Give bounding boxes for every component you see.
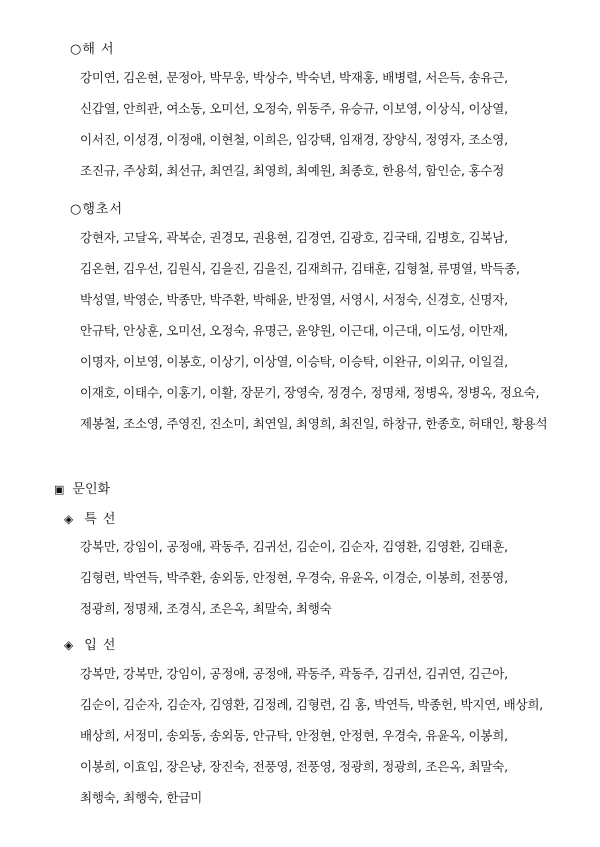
subsection-title-label: 특 선: [84, 512, 117, 527]
diamond-marker-icon: ◈: [64, 512, 75, 526]
main-title-label: 문인화: [72, 482, 111, 497]
subsection-title-label: 입 선: [84, 638, 117, 653]
diamond-marker-icon: ◈: [64, 638, 75, 652]
name-list-haeseo: 강미연, 김온현, 문정아, 박무웅, 박상수, 박숙년, 박재홍, 배병렬, 서은득, 송유근, 신갑열, 안희관, 여소동, 오미선, 오정숙, 위동주, 유승규, 이보영, 이상식, 이상열, 이서진, 이성경, 이정애, 이현철, 이희은, 임강택, 임재경, 장양식, 정영자, 조소영, 조진규, 주상회, 최선규, 최연길, 최영희, 최예원, 최종호, 한용석, 함인순, 홍수정: [80, 70, 508, 178]
section-title-haengcho: [70, 198, 123, 217]
name-list-teukseon: 강복만, 강임이, 공정애, 곽동주, 김귀선, 김순이, 김순자, 김영환, 김영환, 김태훈, 김형련, 박연득, 박주환, 송외동, 안정현, 우경숙, 유윤옥, 이경순, 이봉희, 전풍영, 정광희, 정명채, 조경식, 조은옥, 최말숙, 최행숙: [80, 539, 508, 616]
subsection-title-teukseon: [64, 508, 116, 527]
section-title-haeseo: [70, 38, 115, 57]
circle-marker-icon: ○: [70, 42, 83, 57]
name-list-ipseon: 강복만, 강복만, 강임이, 공정애, 공정애, 곽동주, 곽동주, 김귀선, 김귀연, 김근아, 김순이, 김순자, 김순자, 김영환, 김정례, 김형련, 김 홍, 박연득, 박종헌, 박지연, 배상희, 배상희, 서정미, 송외동, 송외동, 안규탁, 안정현, 안정현, 우경숙, 유윤옥, 이봉희, 이봉희, 이효임, 장은냥, 장진숙, 전풍영, 전풍영, 정광희, 정광희, 조은옥, 최말숙, 최행숙, 최행숙, 한금미: [80, 666, 544, 805]
section-title-label: 행초서: [82, 202, 124, 217]
name-list-haengcho: 강현자, 고달옥, 곽복순, 권경모, 권용현, 김경연, 김광호, 김국태, 김병호, 김복남, 김온현, 김우선, 김원식, 김을진, 김을진, 김재희규, 김태훈, 김형철, 류명열, 박득종, 박성열, 박영순, 박종만, 박주환, 박해윤, 반정열, 서영시, 서정숙, 신경호, 신명자, 안규탁, 안상훈, 오미선, 오정숙, 유명근, 윤양원, 이근대, 이근대, 이도성, 이만재, 이명자, 이보영, 이봉호, 이상기, 이상열, 이승탁, 이승탁, 이완규, 이외규, 이일걸, 이재호, 이태수, 이홍기, 이활, 장문기, 장영숙, 정경수, 정명채, 정병옥, 정병옥, 정요숙, 제봉철, 조소영, 주영진, 진소미, 최연일, 최영희, 최진일, 하창규, 한종호, 허태인, 황용석: [80, 230, 548, 431]
subsection-title-ipseon: [64, 634, 116, 653]
square-marker-icon: ▣: [54, 483, 65, 496]
main-title-munin: [54, 478, 110, 497]
section-title-label: 해 서: [82, 42, 115, 57]
circle-marker-icon: ○: [70, 202, 83, 217]
